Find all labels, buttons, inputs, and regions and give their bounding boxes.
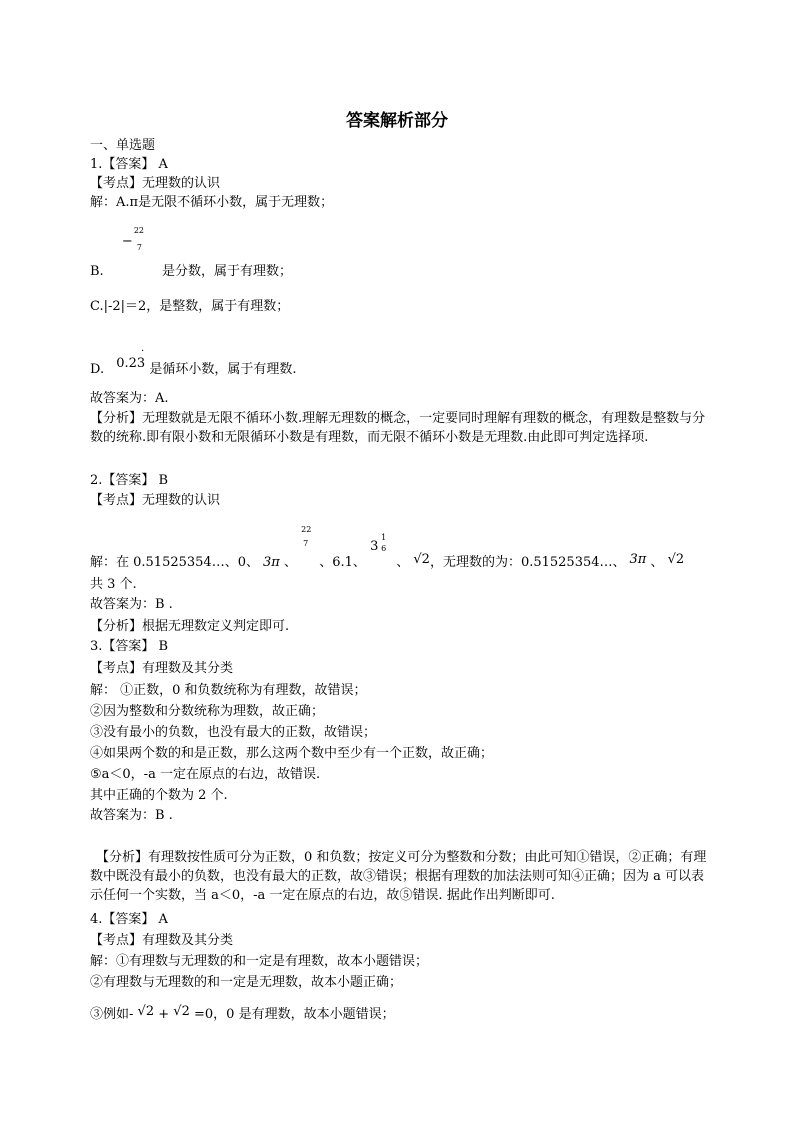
q3-item-5: ⑤a＜0，-a 一定在原点的右边，故错误. xyxy=(90,767,321,782)
q1-point: 【考点】无理数的认识 xyxy=(90,176,221,191)
section-heading: 一、单选题 xyxy=(90,138,156,153)
q1-answer: 1.【答案】 A xyxy=(90,157,168,172)
q1-option-c: C.|-2|＝2，是整数，属于有理数； xyxy=(90,299,290,314)
q2-solution: 解：在 0.51525354…、0、 3π 、 22 7 、6.1、 3 1 6 、 √2，无理数的为：0.51525354…、 3π 、 √2 xyxy=(90,525,685,570)
q3-answer: 3.【答案】 B xyxy=(90,639,169,654)
q4-item-3: ③例如- √2 + √2 =0，0 是有理数，故本小题错误； xyxy=(90,1004,395,1022)
q2-point: 【考点】无理数的认识 xyxy=(90,493,221,508)
q4-point: 【考点】有理数及其分类 xyxy=(90,933,234,948)
q1-conclusion: 故答案为：A. xyxy=(90,391,169,406)
q3-analysis: 【分析】有理数按性质可分为正数，0 和负数；按定义可分为整数和分数；由此可知①错误，②正确；有理数中既没有最小的负数，也没有最大的正数，故③错误；根据有理数的加法法则可知④正确；因为 a 可以表示任何一个实数，当 a＜0，-a 一定在原点的右边，故⑤错误. 据此作出判断即可. xyxy=(90,850,707,903)
repeating-dot: · xyxy=(141,346,145,357)
q1-option-d-decimal: 0.23 · xyxy=(116,354,145,373)
q3-conclusion: 故答案为：B . xyxy=(90,808,173,823)
q1-option-b-fraction: − 22 7 xyxy=(121,226,145,252)
q1-option-d xyxy=(90,346,297,379)
q1-analysis: 【分析】无理数就是无限不循环小数.理解无理数的概念，一定要同时理解有理数的概念，有理数是整数与分数的统称.即有限小数和无限循环小数是有理数，而无限不循环小数是无理数.由此即可判定选择项. xyxy=(90,411,706,445)
q1-option-b xyxy=(90,226,292,281)
q4-item-1: 解：①有理数与无理数的和一定是有理数，故本小题错误； xyxy=(90,954,429,969)
q2-analysis: 【分析】根据无理数定义判定即可. xyxy=(90,619,290,634)
q1-option-d-text: 是循环小数，属于有理数. xyxy=(149,362,297,377)
q2-count: 共 3 个. xyxy=(90,577,137,592)
q3-item-4: ④如果两个数的和是正数，那么这两个数中至少有一个正数，故正确； xyxy=(90,746,494,761)
q4-answer: 4.【答案】 A xyxy=(90,912,168,927)
q1-option-a: 解：A.π是无限不循环小数，属于无理数； xyxy=(90,195,334,210)
q1-option-b-text: 是分数，属于有理数； xyxy=(161,264,292,279)
page-title: 答案解析部分 xyxy=(346,111,448,131)
q2-fraction: 22 7 xyxy=(301,525,312,548)
q1-option-d-prefix: D. xyxy=(90,362,105,377)
q2-conclusion: 故答案为：B . xyxy=(90,597,173,612)
q3-item-2: ②因为整数和分数统称为理数，故正确； xyxy=(90,704,325,719)
fraction-denominator: 7 xyxy=(136,243,142,252)
q1-option-b-prefix: B. xyxy=(90,264,104,279)
fraction-numerator: 22 xyxy=(133,226,145,235)
q4-item-2: ②有理数与无理数的和一定是无理数，故本小题正确； xyxy=(90,975,403,990)
q3-item-1: 解： ①正数，0 和负数统称为有理数，故错误； xyxy=(90,683,367,698)
q3-item-3: ③没有最小的负数，也没有最大的正数，故错误； xyxy=(90,725,377,740)
q2-mixed-number: 3 1 6 xyxy=(370,533,387,554)
q2-answer: 2.【答案】 B xyxy=(90,473,169,488)
q3-count: 其中正确的个数为 2 个. xyxy=(90,788,228,803)
q3-point: 【考点】有理数及其分类 xyxy=(90,661,234,676)
